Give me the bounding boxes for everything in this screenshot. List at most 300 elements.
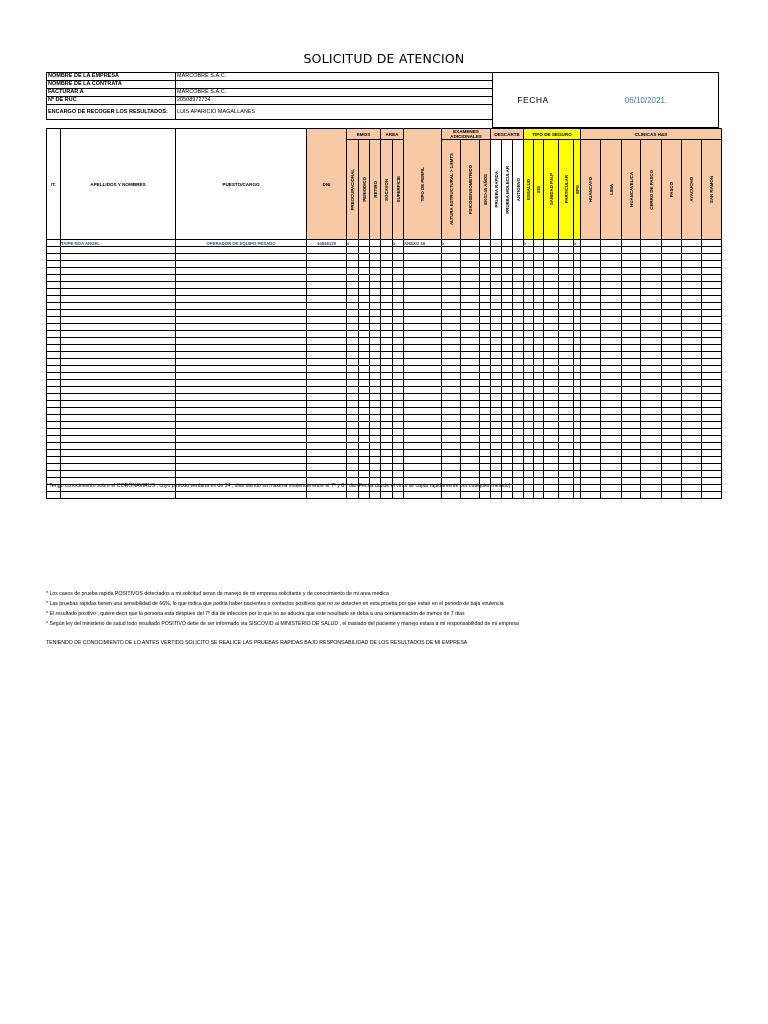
table-cell [534, 373, 544, 380]
table-cell [47, 394, 61, 401]
table-cell [491, 331, 502, 338]
table-cell [534, 359, 544, 366]
table-cell [601, 254, 622, 261]
col-it: IT. [47, 129, 61, 240]
note-1: * Los casos de prueba rapida POSITIVOS detectados a mi solicitud seran de manejo de mi empresa solicitante y de conocimiento de mi area medica [46, 591, 389, 597]
table-cell [461, 275, 480, 282]
table-cell [47, 429, 61, 436]
table-cell [307, 261, 347, 268]
table-cell [480, 387, 491, 394]
table-cell [534, 282, 544, 289]
table-cell [502, 352, 513, 359]
billing-value: MARCOBRE S.A.C. [176, 89, 493, 97]
table-cell [581, 366, 601, 373]
table-cell [359, 492, 370, 499]
table-cell [442, 331, 461, 338]
table-cell [480, 457, 491, 464]
table-cell [601, 317, 622, 324]
table-cell [381, 345, 393, 352]
company-label: NOMBRE DE LA EMPRESA [47, 73, 176, 81]
table-cell [662, 401, 682, 408]
table-cell [61, 380, 176, 387]
table-cell [480, 338, 491, 345]
table-cell [176, 261, 307, 268]
table-cell [502, 366, 513, 373]
subcol-seguro-1: SIS [534, 140, 544, 240]
table-cell [370, 380, 381, 387]
table-cell [622, 352, 641, 359]
table-cell [544, 296, 559, 303]
table-cell [581, 450, 601, 457]
table-cell [359, 261, 370, 268]
table-cell [502, 380, 513, 387]
col-puesto: PUESTO/CARGO [176, 129, 307, 240]
table-cell [491, 254, 502, 261]
table-cell [404, 345, 442, 352]
table-cell [574, 296, 581, 303]
table-cell [307, 352, 347, 359]
table-cell [381, 457, 393, 464]
table-cell [480, 380, 491, 387]
table-cell [61, 429, 176, 436]
table-cell [581, 359, 601, 366]
table-cell [662, 443, 682, 450]
table-cell [702, 247, 722, 254]
table-cell [702, 303, 722, 310]
table-cell [61, 471, 176, 478]
table-cell [359, 464, 370, 471]
table-cell [534, 268, 544, 275]
table-cell [581, 471, 601, 478]
table-cell [682, 401, 702, 408]
table-cell [176, 429, 307, 436]
table-cell [513, 415, 524, 422]
table-cell [682, 464, 702, 471]
table-cell [574, 373, 581, 380]
table-cell [622, 387, 641, 394]
table-cell [534, 345, 544, 352]
table-cell [513, 422, 524, 429]
row-mark: x [347, 240, 359, 247]
table-cell [307, 338, 347, 345]
table-cell [359, 331, 370, 338]
table-cell [641, 485, 662, 492]
table-cell [393, 275, 404, 282]
row-dni: 44946125 [307, 240, 347, 247]
table-cell [662, 268, 682, 275]
table-cell [176, 331, 307, 338]
table-cell [307, 366, 347, 373]
table-cell [601, 429, 622, 436]
table-cell [347, 254, 359, 261]
table-cell [491, 471, 502, 478]
table-cell [480, 450, 491, 457]
table-cell [393, 366, 404, 373]
table-cell [662, 429, 682, 436]
table-cell [480, 415, 491, 422]
table-cell [702, 485, 722, 492]
table-cell [574, 303, 581, 310]
table-cell [347, 282, 359, 289]
table-row [47, 359, 722, 366]
table-cell [544, 429, 559, 436]
table-cell [61, 324, 176, 331]
table-cell [662, 373, 682, 380]
table-cell [574, 380, 581, 387]
table-row [47, 352, 722, 359]
table-cell [381, 450, 393, 457]
table-cell [176, 422, 307, 429]
table-cell [534, 352, 544, 359]
table-cell [442, 436, 461, 443]
table-cell [502, 394, 513, 401]
table-cell [502, 261, 513, 268]
table-cell [534, 366, 544, 373]
table-cell [662, 282, 682, 289]
table-cell [502, 464, 513, 471]
table-cell [176, 310, 307, 317]
table-cell [662, 359, 682, 366]
table-cell [702, 401, 722, 408]
table-cell [641, 380, 662, 387]
table-cell [581, 352, 601, 359]
table-cell [359, 387, 370, 394]
table-cell [381, 387, 393, 394]
table-cell [524, 310, 534, 317]
table-cell [622, 422, 641, 429]
table-cell [461, 415, 480, 422]
table-cell [559, 450, 574, 457]
table-cell [381, 443, 393, 450]
table-cell [601, 443, 622, 450]
table-cell [47, 401, 61, 408]
table-cell [513, 275, 524, 282]
table-cell [347, 366, 359, 373]
table-cell [662, 338, 682, 345]
table-cell [393, 303, 404, 310]
table-cell [601, 282, 622, 289]
table-cell [393, 408, 404, 415]
table-cell [47, 408, 61, 415]
table-cell [662, 254, 682, 261]
table-cell [47, 380, 61, 387]
corona-note: * Tengo conocimiento sobre el CORONAVIRUS , cuyo periodo ventana es de 14 , dias siendo su maxima virulencia entre el 7º y 8 º dia (Fecha donde el virus se capta rapidamente por cualquier metodo) [46, 483, 511, 489]
table-cell [480, 324, 491, 331]
table-cell [404, 401, 442, 408]
table-cell [381, 268, 393, 275]
table-cell [442, 303, 461, 310]
table-cell [702, 450, 722, 457]
table-cell [404, 373, 442, 380]
table-cell [581, 268, 601, 275]
table-cell [404, 457, 442, 464]
table-cell [393, 296, 404, 303]
table-cell [544, 443, 559, 450]
table-cell [662, 275, 682, 282]
table-row [47, 317, 722, 324]
table-row [47, 289, 722, 296]
table-cell [641, 429, 662, 436]
table-cell [581, 275, 601, 282]
table-cell [61, 310, 176, 317]
table-cell [461, 324, 480, 331]
table-cell [702, 408, 722, 415]
table-cell [347, 464, 359, 471]
table-cell [370, 240, 381, 247]
table-cell [491, 422, 502, 429]
table-cell [601, 394, 622, 401]
table-cell [381, 324, 393, 331]
table-row [47, 394, 722, 401]
table-cell [662, 464, 682, 471]
table-cell [502, 289, 513, 296]
table-cell [381, 366, 393, 373]
table-cell [574, 324, 581, 331]
table-cell [662, 450, 682, 457]
table-cell [491, 296, 502, 303]
table-cell [524, 317, 534, 324]
table-cell [461, 443, 480, 450]
table-cell [641, 471, 662, 478]
table-cell [442, 324, 461, 331]
table-cell [491, 338, 502, 345]
table-cell [442, 254, 461, 261]
table-cell [347, 429, 359, 436]
table-cell [480, 247, 491, 254]
table-cell [601, 324, 622, 331]
table-cell [682, 471, 702, 478]
table-cell [491, 359, 502, 366]
table-row [47, 408, 722, 415]
ruc-value: 20508972734 [176, 97, 493, 105]
table-cell [347, 457, 359, 464]
table-cell [574, 401, 581, 408]
table-cell [524, 352, 534, 359]
table-cell [359, 415, 370, 422]
table-cell [682, 296, 702, 303]
table-cell [524, 247, 534, 254]
table-cell [47, 240, 61, 247]
table-cell [601, 268, 622, 275]
table-cell [480, 401, 491, 408]
table-cell [404, 282, 442, 289]
table-cell [347, 289, 359, 296]
table-row [47, 275, 722, 282]
table-cell [442, 380, 461, 387]
table-cell [381, 401, 393, 408]
table-cell [370, 247, 381, 254]
table-cell [513, 478, 524, 485]
table-cell [47, 492, 61, 499]
table-cell [574, 359, 581, 366]
table-cell [491, 352, 502, 359]
table-cell [404, 261, 442, 268]
table-cell [404, 247, 442, 254]
table-cell [47, 345, 61, 352]
table-cell [393, 380, 404, 387]
table-cell [524, 443, 534, 450]
table-cell [370, 359, 381, 366]
table-cell [347, 422, 359, 429]
table-cell [370, 345, 381, 352]
table-cell [461, 331, 480, 338]
table-cell [47, 464, 61, 471]
subcol-seguro-2: SANIDAD P.N.P [544, 140, 559, 240]
table-cell [176, 401, 307, 408]
table-cell [601, 261, 622, 268]
table-cell [491, 317, 502, 324]
table-cell [641, 296, 662, 303]
table-cell [682, 324, 702, 331]
table-cell [581, 324, 601, 331]
table-cell [461, 436, 480, 443]
table-cell [491, 408, 502, 415]
table-cell [574, 478, 581, 485]
attention-request-table [46, 128, 722, 499]
table-cell [359, 317, 370, 324]
table-cell [544, 387, 559, 394]
table-cell [461, 394, 480, 401]
table-cell [393, 338, 404, 345]
table-cell [61, 268, 176, 275]
table-cell [442, 310, 461, 317]
table-cell [559, 247, 574, 254]
table-cell [442, 373, 461, 380]
subcol-examenes-0: ALTURA ESTRUCTURAL > 1.8MTS [442, 140, 461, 240]
billing-label: FACTURAR A [47, 89, 176, 97]
table-cell [534, 485, 544, 492]
table-cell [544, 247, 559, 254]
table-cell [513, 401, 524, 408]
table-cell [524, 296, 534, 303]
table-row [47, 247, 722, 254]
table-cell [524, 261, 534, 268]
col-dni: DNI [307, 129, 347, 240]
table-cell [622, 254, 641, 261]
table-cell [461, 338, 480, 345]
table-cell [442, 408, 461, 415]
table-cell [581, 240, 601, 247]
table-cell [622, 394, 641, 401]
table-cell [307, 464, 347, 471]
table-cell [359, 471, 370, 478]
table-cell [581, 478, 601, 485]
table-cell [601, 387, 622, 394]
table-row [47, 373, 722, 380]
table-cell [702, 471, 722, 478]
table-cell [176, 289, 307, 296]
table-cell [524, 485, 534, 492]
table-cell [534, 422, 544, 429]
table-cell [581, 261, 601, 268]
table-cell [491, 373, 502, 380]
table-cell [641, 366, 662, 373]
table-cell [559, 380, 574, 387]
table-cell [370, 310, 381, 317]
table-cell [682, 394, 702, 401]
table-cell [359, 394, 370, 401]
table-cell [702, 345, 722, 352]
table-cell [544, 359, 559, 366]
table-cell [61, 436, 176, 443]
table-cell [534, 471, 544, 478]
table-cell [370, 443, 381, 450]
table-cell [544, 422, 559, 429]
table-row [47, 457, 722, 464]
table-cell [461, 464, 480, 471]
header-info-table [46, 72, 493, 120]
table-cell [559, 464, 574, 471]
table-cell [601, 478, 622, 485]
table-cell [381, 317, 393, 324]
table-cell [480, 443, 491, 450]
table-cell [622, 359, 641, 366]
table-cell [307, 282, 347, 289]
table-cell [359, 275, 370, 282]
table-cell [622, 310, 641, 317]
table-cell [61, 408, 176, 415]
table-cell [622, 415, 641, 422]
table-cell [307, 268, 347, 275]
table-cell [513, 261, 524, 268]
table-cell [307, 387, 347, 394]
table-cell [502, 240, 513, 247]
table-cell [370, 408, 381, 415]
table-cell [347, 345, 359, 352]
table-cell [307, 247, 347, 254]
table-cell [442, 268, 461, 275]
table-cell [682, 310, 702, 317]
table-cell [442, 289, 461, 296]
table-cell [502, 422, 513, 429]
table-cell [513, 485, 524, 492]
table-cell [61, 254, 176, 261]
table-cell [641, 331, 662, 338]
table-cell [682, 345, 702, 352]
table-cell [61, 373, 176, 380]
table-cell [544, 366, 559, 373]
table-cell [641, 478, 662, 485]
table-cell [622, 247, 641, 254]
table-cell [641, 303, 662, 310]
table-cell [513, 387, 524, 394]
table-cell [393, 289, 404, 296]
table-cell [662, 345, 682, 352]
table-cell [641, 415, 662, 422]
table-cell [404, 275, 442, 282]
table-cell [581, 422, 601, 429]
table-row [47, 261, 722, 268]
subcol-examenes-2: EKG>45 AÑOS [480, 140, 491, 240]
table-cell [524, 275, 534, 282]
table-cell [359, 254, 370, 261]
table-cell [559, 443, 574, 450]
table-cell [461, 422, 480, 429]
table-cell [513, 380, 524, 387]
table-cell [574, 436, 581, 443]
table-cell [359, 296, 370, 303]
table-cell [641, 338, 662, 345]
table-cell [359, 352, 370, 359]
table-cell [662, 485, 682, 492]
table-cell [513, 303, 524, 310]
table-cell [393, 247, 404, 254]
table-cell [559, 254, 574, 261]
table-cell [662, 492, 682, 499]
table-cell [307, 324, 347, 331]
table-cell [442, 261, 461, 268]
table-row [47, 471, 722, 478]
